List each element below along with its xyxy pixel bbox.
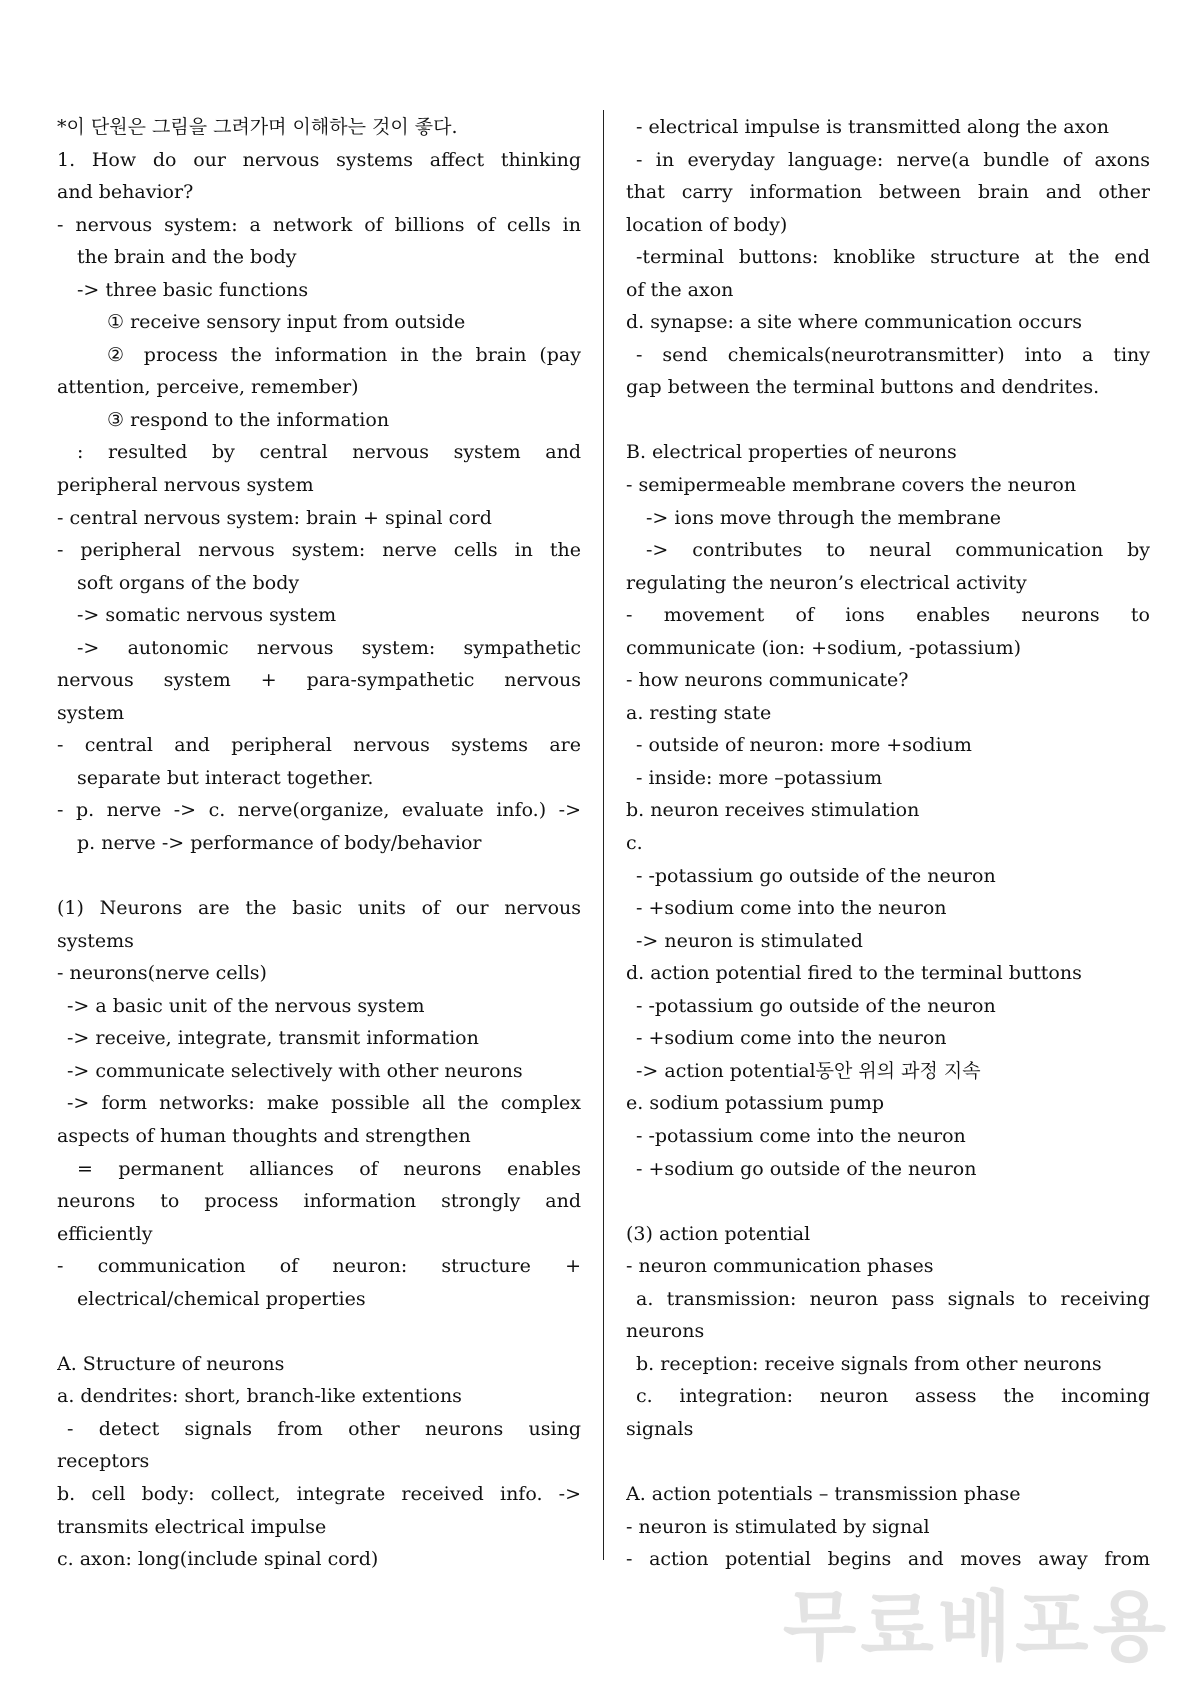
text-line: c. axon: long(include spinal cord)	[57, 1548, 379, 1571]
text-line: the brain and the body	[77, 246, 297, 269]
text-line: - semipermeable membrane covers the neuron	[626, 474, 1077, 497]
text-line: -> receive, integrate, transmit information	[67, 1027, 479, 1050]
text-line: efficiently	[57, 1222, 153, 1245]
text-line: gap between the terminal buttons and dendrites.	[626, 376, 1100, 399]
text-line: and behavior?	[57, 181, 194, 204]
text-line: aspects of human thoughts and strengthen	[57, 1124, 471, 1147]
text-line: -> three basic functions	[77, 278, 309, 301]
text-line: electrical/chemical properties	[77, 1287, 366, 1310]
text-line: attention, perceive, remember)	[57, 376, 359, 399]
text-line: 1. How do our nervous systems affect thinking	[57, 148, 581, 171]
blank-line	[626, 1185, 1150, 1218]
text-line: signals	[626, 1417, 694, 1440]
text-line: b. neuron receives stimulation	[626, 799, 920, 822]
text-line: - neurons(nerve cells)	[57, 962, 267, 985]
text-line: systems	[57, 929, 134, 952]
text-line: - +sodium go outside of the neuron	[636, 1157, 977, 1180]
text-line: communicate (ion: +sodium, -potassium)	[626, 636, 1022, 659]
text-line: c.	[626, 832, 643, 855]
text-line: - outside of neuron: more +sodium	[636, 734, 972, 757]
text-line: -> somatic nervous system	[77, 604, 337, 627]
text-line: - communication of neuron: structure +	[57, 1255, 581, 1278]
text-line: - movement of ions enables neurons to	[626, 604, 1150, 627]
text-line: - how neurons communicate?	[626, 669, 909, 692]
text-line: neurons to process information strongly and	[57, 1190, 581, 1213]
blank-line	[626, 404, 1150, 437]
text-line: - central nervous system: brain + spinal cord	[57, 506, 492, 529]
text-line: e. sodium potassium pump	[626, 1092, 885, 1115]
text-line: - -potassium go outside of the neuron	[636, 864, 996, 887]
text-line: -> communicate selectively with other neurons	[67, 1059, 523, 1082]
text-line: c. integration: neuron assess the incoming	[636, 1385, 1150, 1408]
text-line: - neuron is stimulated by signal	[626, 1515, 930, 1538]
text-line: -> ions move through the membrane	[646, 506, 1001, 529]
text-line: - in everyday language: nerve(a bundle of axons	[636, 148, 1150, 171]
text-line: -> action potential동안 위의 과정 지속	[636, 1059, 981, 1082]
text-line: - neuron communication phases	[626, 1255, 934, 1278]
text-line: - inside: more –potassium	[636, 766, 883, 789]
text-line: (1) Neurons are the basic units of our nervous	[57, 897, 581, 920]
text-line: - peripheral nervous system: nerve cells in the	[57, 539, 581, 562]
text-line: *이 단원은 그림을 그려가며 이해하는 것이 좋다.	[57, 116, 458, 138]
text-line: p. nerve -> performance of body/behavior	[77, 832, 482, 855]
text-line: system	[57, 701, 125, 724]
text-line: location of body)	[626, 213, 788, 236]
text-line: - action potential begins and moves away from	[626, 1548, 1150, 1571]
text-line: separate but interact together.	[77, 766, 374, 789]
text-line: - -potassium come into the neuron	[636, 1124, 966, 1147]
text-line: d. synapse: a site where communication occurs	[626, 311, 1082, 334]
column-divider	[603, 110, 604, 1560]
text-line: - central and peripheral nervous systems are	[57, 734, 581, 757]
text-line: - send chemicals(neurotransmitter) into a tiny	[636, 343, 1150, 366]
text-line: neurons	[626, 1320, 705, 1343]
text-line: -terminal buttons: knoblike structure at the end	[636, 246, 1150, 269]
text-line: -> autonomic nervous system: sympathetic	[77, 636, 581, 659]
text-line: -> a basic unit of the nervous system	[67, 994, 425, 1017]
section-heading: A. action potentials – transmission phase	[626, 1482, 1021, 1505]
text-line: of the axon	[626, 278, 734, 301]
text-line: soft organs of the body	[77, 571, 300, 594]
blank-line	[57, 860, 581, 893]
text-line: that carry information between brain and other	[626, 181, 1150, 204]
text-line: a. resting state	[626, 701, 772, 724]
text-line: -> form networks: make possible all the complex	[67, 1092, 581, 1115]
text-line: transmits electrical impulse	[57, 1515, 327, 1538]
text-line: - +sodium come into the neuron	[636, 1027, 947, 1050]
text-line: b. cell body: collect, integrate received info. ->	[57, 1482, 581, 1505]
text-line: regulating the neuron’s electrical activity	[626, 571, 1027, 594]
watermark: 무료배포용	[782, 1582, 1170, 1671]
text-line: - detect signals from other neurons using	[67, 1417, 581, 1440]
text-line: - p. nerve -> c. nerve(organize, evaluate info.) ->	[57, 799, 581, 822]
text-line: - electrical impulse is transmitted along the axon	[636, 116, 1110, 138]
text-line: - -potassium go outside of the neuron	[636, 994, 996, 1017]
section-heading: B. electrical properties of neurons	[626, 441, 957, 464]
text-line: - +sodium come into the neuron	[636, 897, 947, 920]
text-line: d. action potential fired to the terminal buttons	[626, 962, 1082, 985]
text-line: receptors	[57, 1450, 150, 1473]
section-heading: (3) action potential	[626, 1222, 811, 1245]
text-line: b. reception: receive signals from other neurons	[636, 1352, 1102, 1375]
text-line: peripheral nervous system	[57, 474, 314, 497]
blank-line	[626, 1445, 1150, 1478]
text-line: -> contributes to neural communication by	[646, 539, 1150, 562]
text-line: nervous system + para-sympathetic nervous	[57, 669, 581, 692]
text-line: - nervous system: a network of billions of cells in	[57, 213, 581, 236]
text-line: : resulted by central nervous system and	[77, 441, 581, 464]
text-line: = permanent alliances of neurons enables	[77, 1157, 581, 1180]
left-column	[57, 111, 581, 1576]
text-line: -> neuron is stimulated	[636, 929, 863, 952]
blank-line	[57, 1315, 581, 1348]
text-line: ① receive sensory input from outside	[107, 311, 466, 334]
text-line: ③ respond to the information	[107, 408, 390, 431]
text-line: a. transmission: neuron pass signals to receiving	[636, 1287, 1150, 1310]
text-line: ② process the information in the brain (pay	[107, 343, 581, 366]
text-line: a. dendrites: short, branch-like extentions	[57, 1385, 462, 1408]
section-heading: A. Structure of neurons	[57, 1352, 285, 1375]
right-column	[626, 111, 1150, 1576]
